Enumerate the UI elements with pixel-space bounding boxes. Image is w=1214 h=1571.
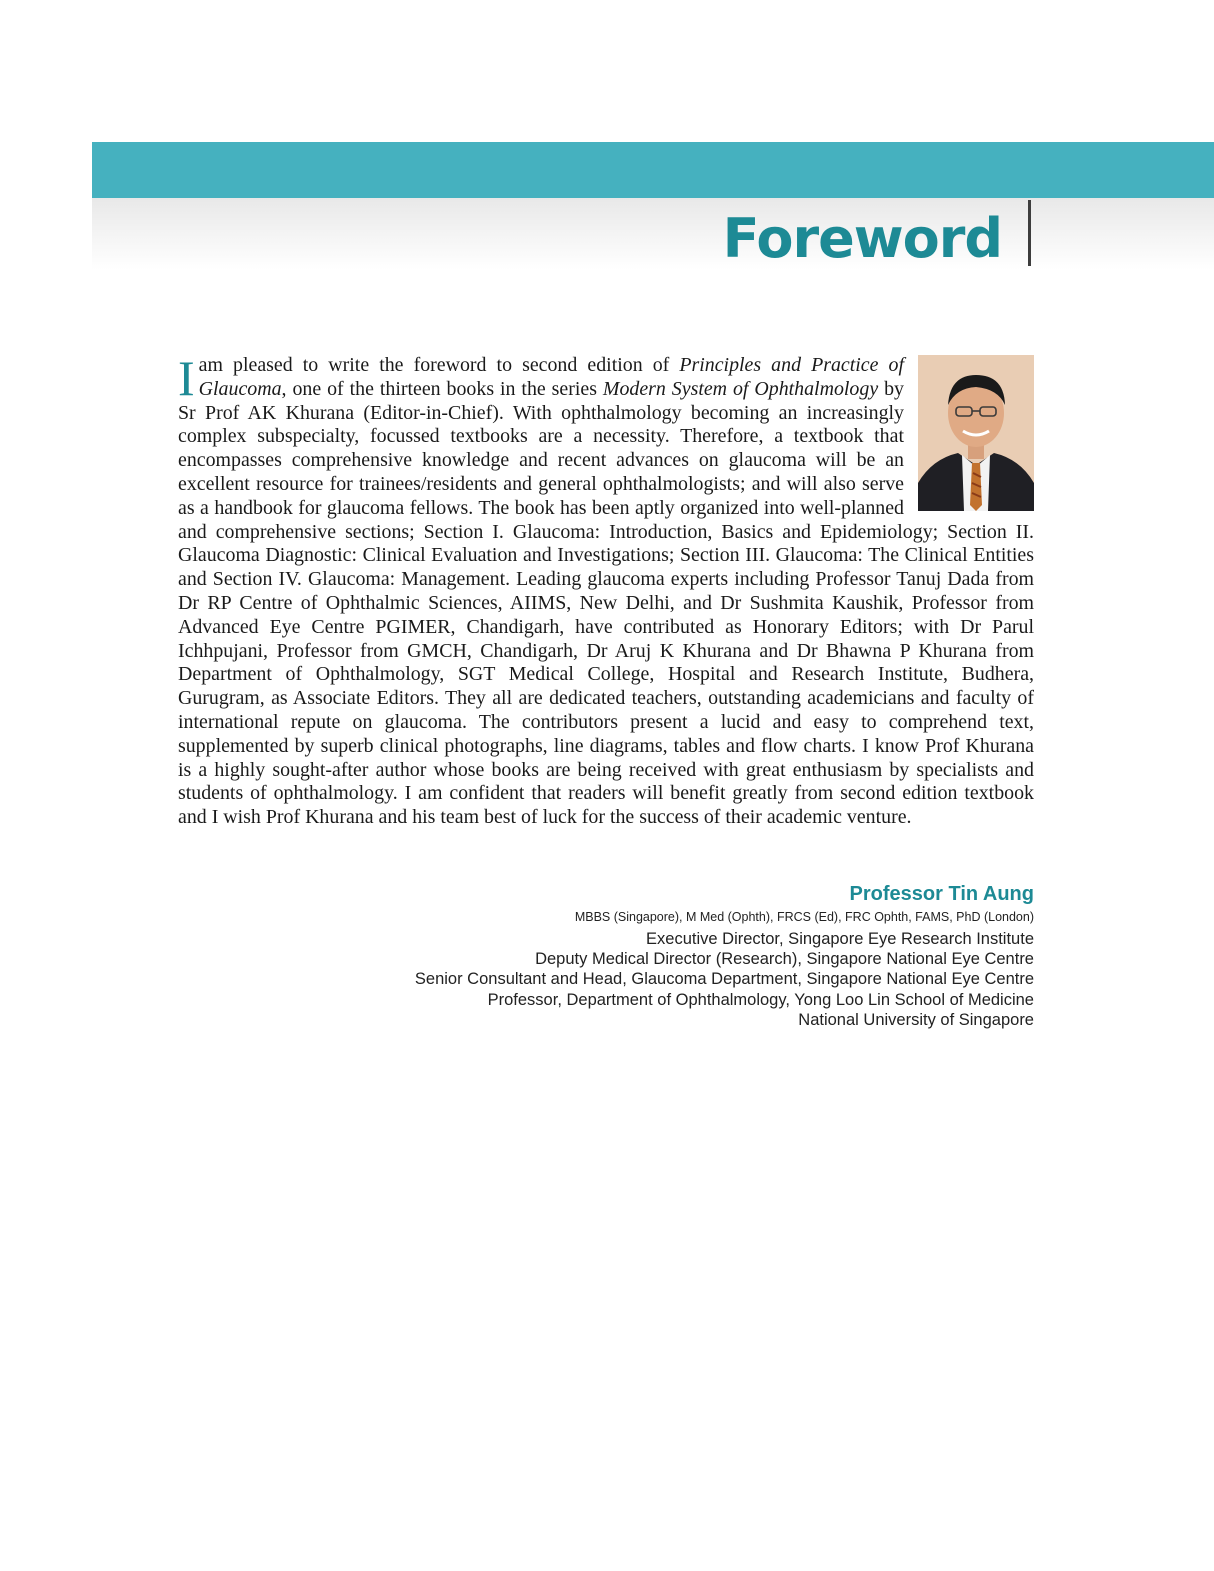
header-band (92, 142, 1214, 198)
series-title: Modern System of Ophthalmology (602, 377, 879, 400)
title-divider (1028, 200, 1031, 266)
body-mid: , one of the thirteen books in the series (281, 377, 603, 400)
header-fade (92, 198, 1214, 270)
author-title-line: Senior Consultant and Head, Glaucoma Department, Singapore National Eye Centre (414, 970, 1034, 989)
author-title-line: Deputy Medical Director (Research), Singapore National Eye Centre (535, 950, 1034, 969)
book-title: Principles and Practice of Glaucoma (198, 354, 905, 400)
drop-cap: I (178, 350, 195, 406)
signature-block (415, 880, 1034, 1030)
author-title-line: Executive Director, Singapore Eye Research Institute (646, 930, 1034, 948)
author-title-line: National University of Singapore (798, 1010, 1034, 1029)
author-name: Professor Tin Aung (849, 883, 1034, 905)
foreword-body (178, 350, 1034, 830)
author-title-line: Professor, Department of Ophthalmology, Yong Loo Lin School of Medicine (487, 990, 1034, 1009)
author-degrees: MBBS (Singapore), M Med (Ophth), FRCS (Ed), FRC Ophth, FAMS, PhD (London) (574, 910, 1034, 924)
page-title: Foreword (722, 207, 1002, 270)
body-rest: by Sr Prof AK Khurana (Editor-in-Chief). With ophthalmology becoming an increasingly complex subspecialty, focussed textbooks are a necessity. Therefore, a textbook that encompasses comprehensive knowledge and recent advances on glaucoma will be an excellent resource for trainees/residents and general ophthalmologists; and will also serve as a handbook for glaucoma fellows. The book has been aptly organized into well-planned and comprehensive sections; Section I. Glaucoma: Introduction, Basics and Epidemiology; Section II. Glaucoma Diagnostic: Clinical Evaluation and Investigations; Section III. Glaucoma: The Clinical Entities and Section IV. Glaucoma: Management. Leading glaucoma experts including Professor Tanuj Dada from Dr RP Centre of Ophthalmic Sciences, AIIMS, New Delhi, and Dr Sushmita Kaushik, Professor from Advanced Eye Centre PGIMER, Chandigarh, have contributed as Honorary Editors; with Dr Parul Ichhpujani, Professor from GMCH, Chandigarh, Dr Aruj K Khurana and Dr Bhawna P Khurana from Department of Ophthalmology, SGT Medical College, Hospital and Research Institute, Budhera, Gurugram, as Associate Editors. They all are dedicated teachers, outstanding academicians and faculty of international repute on glaucoma. The contributors present a lucid and easy to comprehend text, supplemented by superb clinical photographs, line diagrams, tables and flow charts. I know Prof Khurana is a highly sought-after author whose books are being received with great enthusiasm by specialists and students of ophthalmology. I am confident that readers will benefit greatly from second edition textbook and I wish Prof Khurana and his team best of luck for the success of their academic venture. (178, 377, 1034, 829)
author-portrait (918, 355, 1034, 511)
body-lead: am pleased to write the foreword to second edition of (198, 354, 680, 376)
